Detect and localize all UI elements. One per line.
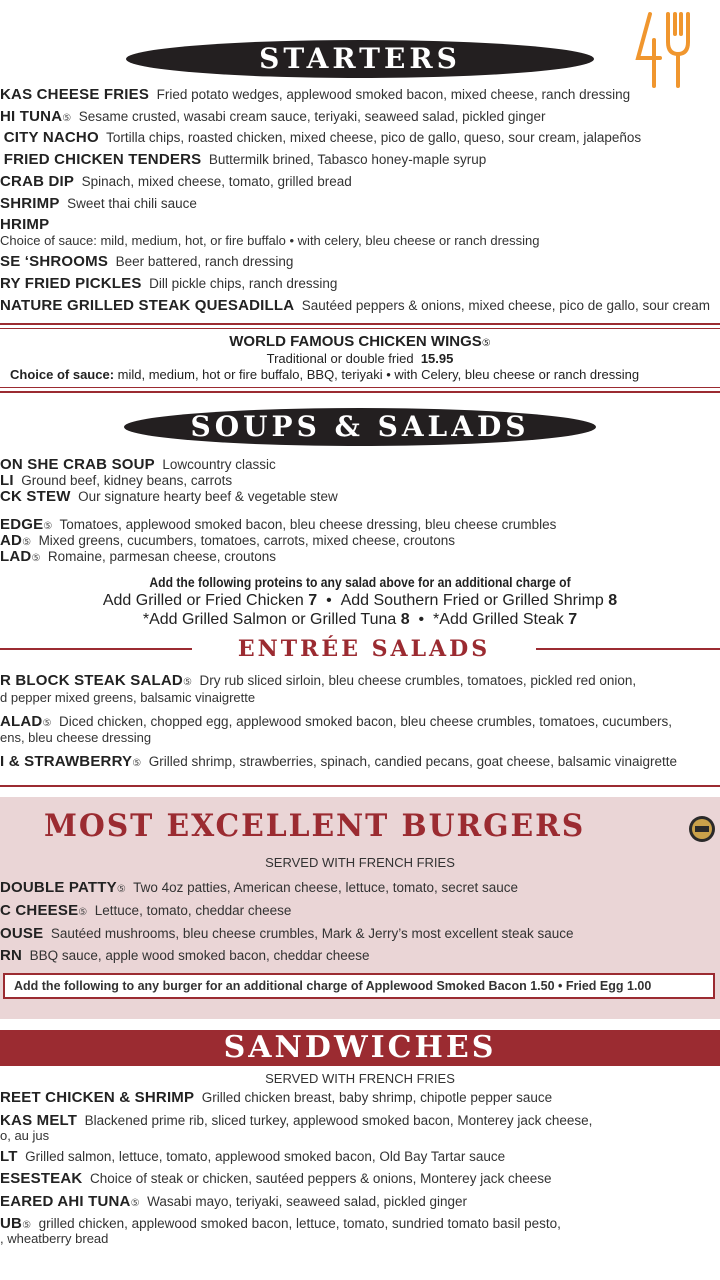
list-item: KAS MELT Blackened prime rib, sliced turkey, applewood smoked bacon, Monterey jack cheese, — [0, 1112, 593, 1129]
soups-title: SOUPS & SALADS — [190, 410, 530, 443]
list-item: AD⑤ Mixed greens, cucumbers, tomatoes, carrots, mixed cheese, croutons — [0, 532, 455, 549]
list-item: ESESTEAK Choice of steak or chicken, sautéed peppers & onions, Monterey jack cheese — [0, 1170, 552, 1187]
list-item-cont: d pepper mixed greens, balsamic vinaigrette — [0, 690, 256, 705]
list-item: RY FRIED PICKLES Dill pickle chips, ranch dressing — [0, 275, 338, 292]
list-item: R BLOCK STEAK SALAD⑤ Dry rub sliced sirloin, bleu cheese crumbles, tomatoes, pickled red onion, — [0, 672, 637, 689]
list-item: UB⑤ grilled chicken, applewood smoked bacon, lettuce, tomato, sundried tomato basil pesto, — [0, 1215, 561, 1232]
burgers-addon: Add the following to any burger for an additional charge of Applewood Smoked Bacon 1.50 • Fried Egg 1.00 — [14, 979, 652, 993]
list-item: EARED AHI TUNA⑤ Wasabi mayo, teriyaki, seaweed salad, pickled ginger — [0, 1193, 467, 1210]
wings-style: Traditional or double fried 15.95 — [266, 351, 454, 366]
list-item: DOUBLE PATTY⑤ Two 4oz patties, American cheese, lettuce, tomato, secret sauce — [0, 879, 519, 896]
list-item: LI Ground beef, kidney beans, carrots — [0, 472, 233, 489]
list-item: LT Grilled salmon, lettuce, tomato, applewood smoked bacon, Old Bay Tartar sauce — [0, 1148, 506, 1165]
divider — [0, 323, 720, 325]
list-item: EDGE⑤ Tomatoes, applewood smoked bacon, bleu cheese dressing, bleu cheese crumbles — [0, 516, 557, 533]
list-item: HRIMP — [0, 216, 50, 233]
entree-rule-right — [536, 648, 720, 650]
wings-title: WORLD FAMOUS CHICKEN WINGS⑤ — [229, 333, 491, 350]
list-item: SHRIMP Sweet thai chili sauce — [0, 195, 197, 212]
divider — [0, 328, 720, 329]
sandwiches-served: SERVED WITH FRENCH FRIES — [265, 1071, 455, 1086]
divider — [0, 785, 720, 787]
list-item: C CHEESE⑤ Lettuce, tomato, cheddar cheese — [0, 902, 292, 919]
burgers-title: MOST EXCELLENT BURGERS — [44, 808, 586, 844]
list-item: CITY NACHO Tortilla chips, roasted chicken, mixed cheese, pico de gallo, queso, sour cream, jalapeños — [3, 129, 642, 146]
list-item-note: Choice of sauce: mild, medium, hot, or fire buffalo • with celery, bleu cheese or ranch dressing — [0, 233, 540, 248]
list-item: OUSE Sautéed mushrooms, bleu cheese crumbles, Mark & Jerry’s most excellent steak sauce — [0, 925, 574, 942]
list-item: REET CHICKEN & SHRIMP Grilled chicken breast, baby shrimp, chipotle pepper sauce — [0, 1089, 553, 1106]
proteins-heading: Add the following proteins to any salad above for an additional charge of — [149, 575, 571, 590]
list-item-cont: o, au jus — [0, 1128, 50, 1143]
list-item: ON SHE CRAB SOUP Lowcountry classic — [0, 456, 276, 473]
divider — [0, 391, 720, 393]
list-item: HI TUNA⑤ Sesame crusted, wasabi cream sauce, teriyaki, seaweed salad, pickled ginger — [0, 108, 546, 125]
burgers-served: SERVED WITH FRENCH FRIES — [265, 855, 455, 870]
sandwiches-title: SANDWICHES — [223, 1030, 497, 1065]
list-item: I & STRAWBERRY⑤ Grilled shrimp, strawberries, spinach, candied pecans, goat cheese, balsamic vinaigrette — [0, 753, 677, 770]
list-item: ALAD⑤ Diced chicken, chopped egg, applewood smoked bacon, bleu cheese crumbles, tomatoes, cucumbers, — [0, 713, 673, 730]
list-item: LAD⑤ Romaine, parmesan cheese, croutons — [0, 548, 277, 565]
proteins-line-2: *Add Grilled Salmon or Grilled Tuna 8 • *Add Grilled Steak 7 — [142, 611, 578, 628]
list-item: RN BBQ sauce, apple wood smoked bacon, cheddar cheese — [0, 947, 370, 964]
list-item: NATURE GRILLED STEAK QUESADILLA Sautéed peppers & onions, mixed cheese, pico de gallo, sour cream — [0, 297, 711, 314]
list-item: FRIED CHICKEN TENDERS Buttermilk brined, Tabasco honey-maple syrup — [3, 151, 487, 168]
starters-title: STARTERS — [259, 42, 461, 75]
proteins-line-1: Add Grilled or Fried Chicken 7 • Add Southern Fried or Grilled Shrimp 8 — [102, 592, 618, 609]
list-item: CK STEW Our signature hearty beef & vegetable stew — [0, 488, 338, 505]
wings-sauce: Choice of sauce: mild, medium, hot or fire buffalo, BBQ, teriyaki • with Celery, bleu cheese or ranch dressing — [10, 367, 640, 382]
divider — [0, 387, 720, 388]
list-item-cont: ens, bleu cheese dressing — [0, 730, 152, 745]
list-item-cont: , wheatberry bread — [0, 1231, 109, 1246]
list-item: SE ‘SHROOMS Beer battered, ranch dressing — [0, 253, 294, 270]
list-item: KAS CHEESE FRIES Fried potato wedges, applewood smoked bacon, mixed cheese, ranch dressing — [0, 86, 631, 103]
fork-knife-logo-icon — [632, 10, 704, 90]
entree-salads-title: ENTRÉE SALADS — [237, 636, 491, 662]
entree-rule-left — [0, 648, 192, 650]
certified-beef-badge-icon — [688, 815, 716, 843]
list-item: CRAB DIP Spinach, mixed cheese, tomato, grilled bread — [0, 173, 352, 190]
